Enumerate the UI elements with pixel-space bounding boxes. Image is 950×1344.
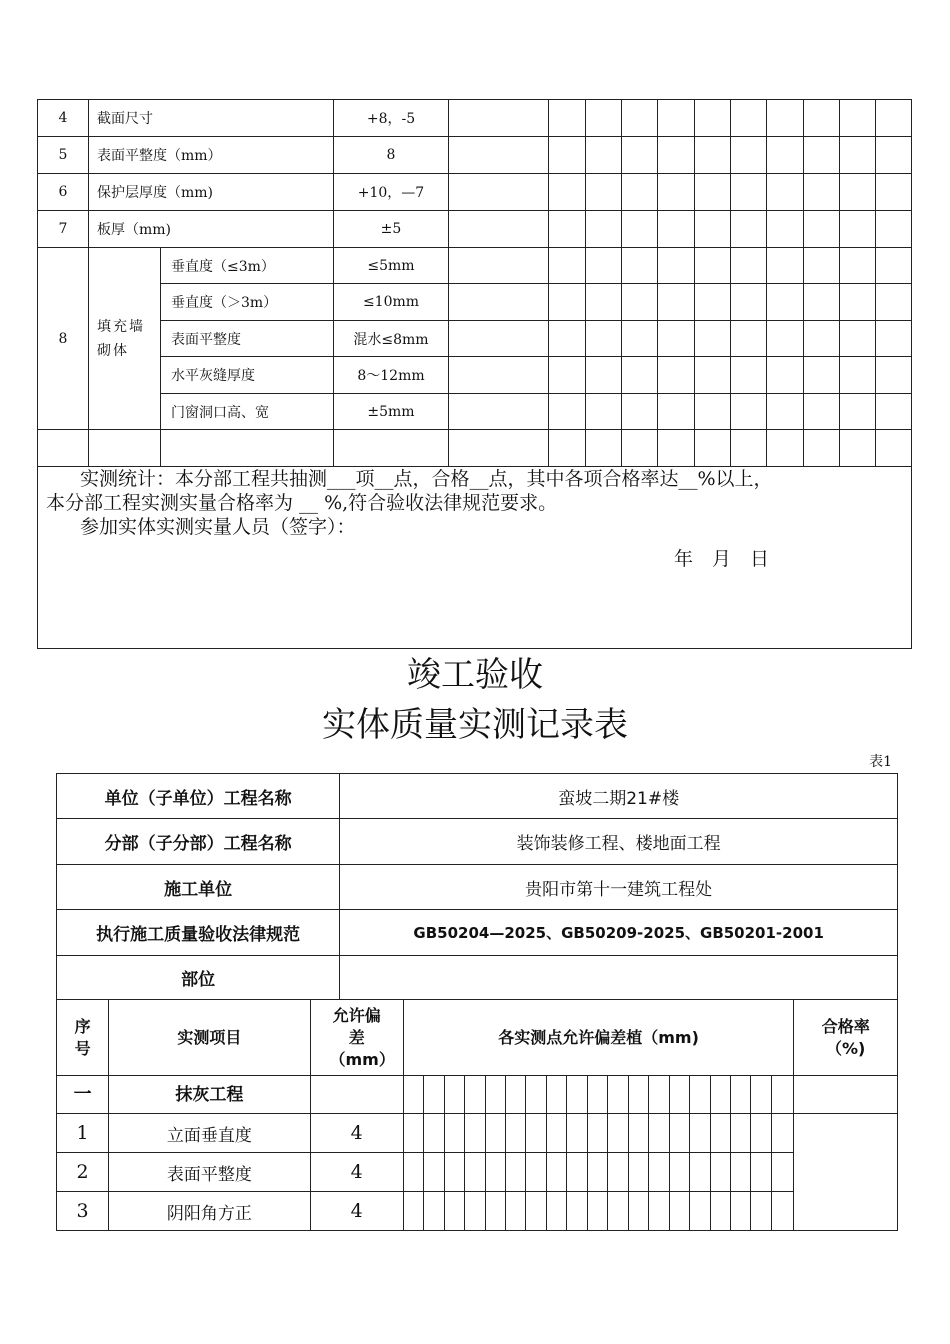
table-row xyxy=(38,248,912,284)
contractor-value: 贵阳市第十一建筑工程处 xyxy=(340,865,898,910)
table-row xyxy=(38,284,912,321)
row-number: 3 xyxy=(57,1192,109,1231)
tolerance: ≤10mm xyxy=(334,284,449,321)
row-number: 8 xyxy=(38,248,89,430)
table-row xyxy=(57,1192,898,1231)
table-row xyxy=(57,1114,898,1153)
tolerance: 4 xyxy=(310,1114,403,1153)
project-name-value: 蛮坡二期21#楼 xyxy=(340,774,898,819)
header-seq: 序号 xyxy=(57,1000,109,1076)
sub-item-name: 水平灰缝厚度 xyxy=(161,357,334,394)
document-title-line-2: 实体质量实测记录表 xyxy=(322,705,628,745)
tolerance: 8～12mm xyxy=(334,357,449,394)
item-name: 板厚（mm) xyxy=(89,211,334,248)
info-label: 部位 xyxy=(57,956,340,1000)
info-label: 单位（子单位）工程名称 xyxy=(57,774,340,819)
document-title-line-1: 竣工验收 xyxy=(407,655,543,695)
row-number: 2 xyxy=(57,1153,109,1192)
item-name: 表面平整度（mm） xyxy=(89,137,334,174)
statistics-line-1: 实测统计：本分部工程共抽测___项__点，合格__点，其中各项合格率达__%以上， xyxy=(80,468,773,490)
table-row xyxy=(38,321,912,357)
tolerance: +8，-5 xyxy=(334,100,449,137)
table-row xyxy=(57,1153,898,1192)
tolerance: ±5mm xyxy=(334,394,449,430)
row-number: 7 xyxy=(38,211,89,248)
tolerance: 混水≤8mm xyxy=(334,321,449,357)
table-number: 表1 xyxy=(869,754,892,770)
info-label: 施工单位 xyxy=(57,865,340,910)
sub-item-name: 表面平整度 xyxy=(161,321,334,357)
item-name: 立面垂直度 xyxy=(109,1114,311,1153)
division-name-value: 装饰装修工程、楼地面工程 xyxy=(340,819,898,865)
section-number: 一 xyxy=(57,1076,109,1114)
sub-item-name: 门窗洞口高、宽 xyxy=(161,394,334,430)
sub-item-name: 垂直度（＞3m） xyxy=(161,284,334,321)
table-row-empty xyxy=(38,430,912,467)
item-name: 保护层厚度（mm) xyxy=(89,174,334,211)
table-row xyxy=(38,174,912,211)
signature-label: 参加实体实测实量人员（签字）： xyxy=(80,516,356,538)
statistics-block xyxy=(38,467,912,649)
tolerance: ±5 xyxy=(334,211,449,248)
statistics-line-2: 本分部工程实测实量合格率为 __ %,符合验收法律规范要求。 xyxy=(46,492,558,514)
item-name: 截面尺寸 xyxy=(89,100,334,137)
row-number: 6 xyxy=(38,174,89,211)
item-name: 表面平整度 xyxy=(109,1153,311,1192)
tolerance: +10，—7 xyxy=(334,174,449,211)
tolerance: ≤5mm xyxy=(334,248,449,284)
header-item: 实测项目 xyxy=(109,1000,311,1076)
table-row xyxy=(38,100,912,137)
info-row xyxy=(57,774,898,819)
header-row xyxy=(57,1000,898,1076)
info-row xyxy=(57,865,898,910)
quality-record-table xyxy=(56,773,898,1231)
location-value xyxy=(340,956,898,1000)
row-number: 5 xyxy=(38,137,89,174)
info-row xyxy=(57,956,898,1000)
table-row xyxy=(38,211,912,248)
measurement-table-continued xyxy=(37,99,912,649)
header-points: 各实测点允许偏差植（mm) xyxy=(403,1000,794,1076)
info-row xyxy=(57,910,898,956)
statistics-row xyxy=(38,467,912,649)
info-label: 分部（子分部）工程名称 xyxy=(57,819,340,865)
tolerance: 8 xyxy=(334,137,449,174)
header-tolerance: 允许偏差（mm） xyxy=(310,1000,403,1076)
section-row xyxy=(57,1076,898,1114)
row-number: 1 xyxy=(57,1114,109,1153)
info-row xyxy=(57,819,898,865)
table-row xyxy=(38,394,912,430)
tolerance: 4 xyxy=(310,1153,403,1192)
standards-value: GB50204—2025、GB50209-2025、GB50201-2001 xyxy=(340,910,898,956)
item-name: 阴阳角方正 xyxy=(109,1192,311,1231)
table-row xyxy=(38,357,912,394)
category-name: 填充墙砌体 xyxy=(89,248,161,430)
sub-item-name: 垂直度（≤3m） xyxy=(161,248,334,284)
info-label: 执行施工质量验收法律规范 xyxy=(57,910,340,956)
tolerance: 4 xyxy=(310,1192,403,1231)
table-row xyxy=(38,137,912,174)
date-label: 年 月 日 xyxy=(673,548,769,570)
header-rate: 合格率（%) xyxy=(794,1000,898,1076)
section-name: 抹灰工程 xyxy=(109,1076,311,1114)
row-number: 4 xyxy=(38,100,89,137)
